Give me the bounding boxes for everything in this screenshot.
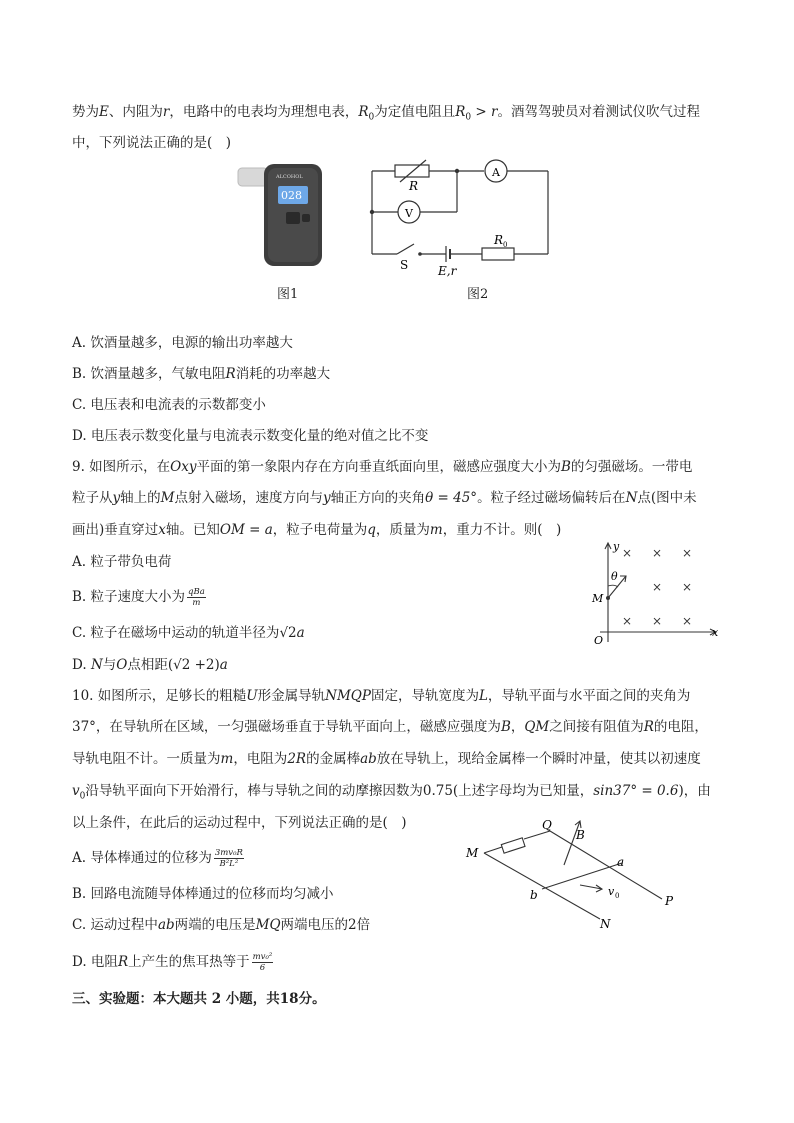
point-M-label: M (592, 592, 604, 605)
field-crosses (622, 546, 692, 628)
svg-text:×: × (652, 614, 663, 628)
q8-stem-line1: 势为E、内阻为r，电路中的电表均为理想电表，$R_0$为定值电阻且$R_0 > r$。酒驾驾驶员对着测试仪吹气过程 (72, 104, 701, 123)
label-a: a (617, 855, 625, 869)
q10-stem-line1: 10. 如图所示，足够长的粗糙U形金属导轨NMQP固定，导轨宽度为L，导轨平面与水平面之间的夹角为 (72, 688, 691, 704)
q9-option-d: D. N与O点相距(√2 +2)a (72, 657, 228, 673)
device-display: 028 (281, 189, 302, 202)
svg-text:×: × (652, 580, 663, 594)
q8-option-a: A. 饮酒量越多，电源的输出功率越大 (72, 335, 293, 351)
q10-stem-line5: 以上条件，在此后的运动过程中，下列说法正确的是( ) (72, 815, 407, 831)
q9-stem-line2: 粒子从y轴上的M点射入磁场，速度方向与y轴正方向的夹角θ = 45°。粒子经过磁场偏转后在N点(图中未 (72, 490, 697, 506)
svg-text:×: × (622, 546, 633, 560)
label-M: M (466, 846, 479, 860)
q8-option-c: C. 电压表和电流表的示数都变小 (72, 397, 266, 413)
svg-text:×: × (682, 546, 693, 560)
rail-QP (550, 831, 662, 899)
q8-option-d: D. 电压表示数变化量与电流表示数变化量的绝对值之比不变 (72, 428, 429, 444)
q8-stem-line2: 中，下列说法正确的是( ) (72, 135, 232, 151)
q9-option-a: A. 粒子带负电荷 (72, 554, 172, 570)
device-brand: ALCOHOL (276, 174, 303, 180)
label-B: B (576, 828, 585, 842)
label-b: b (530, 888, 538, 902)
q10-option-c: C. 运动过程中ab两端的电压是MQ两端电压的2倍 (72, 917, 371, 933)
axis-y-label: y (613, 540, 620, 553)
fig2-caption: 图2 (467, 287, 489, 302)
q9-stem-line1: 9. 如图所示，在Oxy平面的第一象限内存在方向垂直纸面向里，磁感应强度大小为B的匀强磁场。一带电 (72, 459, 693, 475)
resistor-R-fig (501, 838, 525, 853)
q10-option-b: B. 回路电流随导体棒通过的位移而均匀减小 (72, 886, 334, 902)
svg-text:×: × (622, 614, 633, 628)
q10-option-d: D. 电阻R上产生的焦耳热等于 $\frac{\text{mv₀²}}{6}$ (72, 952, 273, 973)
label-R0-sub: 0 (503, 241, 508, 249)
label-v0: v (608, 885, 615, 898)
q9-option-c: C. 粒子在磁场中运动的轨道半径为√2a (72, 625, 305, 641)
label-Er: E,r (438, 264, 457, 278)
svg-text:×: × (652, 546, 663, 560)
rail-figure (462, 815, 684, 933)
theta-label: θ (611, 570, 618, 583)
magnetic-field-figure (588, 538, 728, 650)
svg-text:×: × (682, 580, 693, 594)
label-S: S (400, 258, 409, 272)
q10-stem-line3: 导轨电阻不计。一质量为m，电阻为2R的金属棒ab放在导轨上，现给金属棒一个瞬时冲量，使其以初速度 (72, 751, 701, 767)
q9-option-b: B. 粒子速度大小为 $\frac{\text{qBa}}{m}$ (72, 587, 205, 608)
label-R: R (409, 179, 419, 193)
variable-resistor-R (395, 165, 429, 177)
circuit-figure (362, 158, 562, 278)
label-Q: Q (542, 818, 552, 832)
label-P: P (665, 894, 674, 908)
resistor-R0 (482, 248, 514, 260)
axis-x-label: x (712, 626, 719, 639)
origin-label: O (594, 634, 604, 647)
label-A: A (492, 166, 500, 179)
label-v0-sub: 0 (615, 892, 620, 900)
q10-option-a: A. 导体棒通过的位移为 $\frac{\text{3mv₀R}}{\text{B²L²}}$ (72, 848, 243, 869)
label-N: N (600, 917, 611, 931)
fig1-caption: 图1 (277, 287, 299, 302)
switch-S (397, 244, 414, 254)
label-R0: R (494, 233, 504, 247)
svg-text:×: × (682, 614, 693, 628)
section3-heading: 三、实验题：本大题共 2 小题，共18分。 (72, 991, 326, 1007)
label-V: V (405, 207, 413, 220)
q9-stem-line3: 画出)垂直穿过x轴。已知OM = a，粒子电荷量为q，质量为m，重力不计。则( ) (72, 522, 562, 538)
q10-stem-line2: 37°，在导轨所在区域，一匀强磁场垂直于导轨平面向上，磁感应强度为B，QM之间接有阻值为R的电阻， (72, 719, 708, 735)
q10-stem-line4: $v_0$沿导轨平面向下开始滑行，棒与导轨之间的动摩擦因数为0.75(上述字母均为已知量，sin37° = 0.6)，由 (72, 783, 711, 802)
breathalyzer-figure (236, 162, 336, 270)
q8-option-b: B. 饮酒量越多，气敏电阻R消耗的功率越大 (72, 366, 331, 382)
